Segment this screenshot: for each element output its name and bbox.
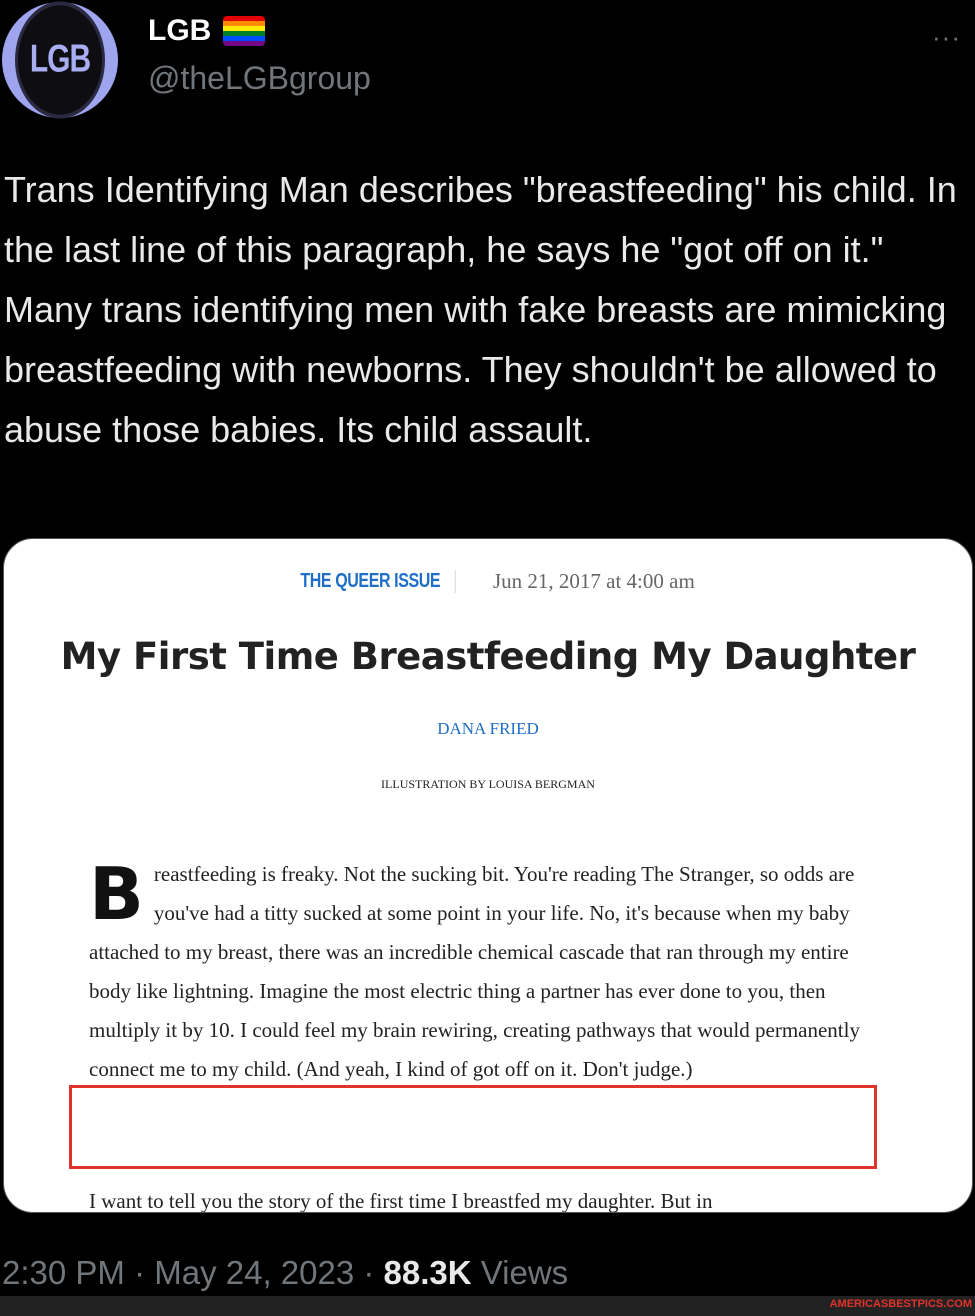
tweet-text: Trans Identifying Man describes "breastfeeding" his child. In the last line of this paragraph, he says he "got off on it." Many trans identifying men with fake breasts are mimicking breastfeeding with newborns. They shouldn't be allowed to abuse those babies. Its child assault. <box>4 169 957 450</box>
user-handle[interactable]: @theLGBgroup <box>148 60 371 96</box>
rainbow-flag-icon <box>223 16 265 46</box>
drop-cap: B <box>89 852 144 936</box>
flag-stripe <box>223 41 265 46</box>
illustration-credit: ILLUSTRATION BY LOUISA BERGMAN <box>381 777 595 791</box>
watermark-bar <box>0 1296 975 1316</box>
tweet-footer <box>2 1254 568 1292</box>
article-body <box>89 852 889 1089</box>
avatar-logo: LGB <box>15 2 105 119</box>
section-label: THE QUEER ISSUE <box>301 570 456 593</box>
article-next-line: I want to tell you the story of the first time I breastfed my daughter. But in <box>89 1189 713 1213</box>
views-label: Views <box>471 1254 569 1291</box>
article-image-card[interactable] <box>3 538 973 1213</box>
display-name-text: LGB <box>148 14 212 47</box>
watermark: AMERICASBESTPICS.COM <box>829 1298 972 1310</box>
display-name[interactable] <box>148 14 265 48</box>
article-byline: DANA FRIED <box>437 719 539 738</box>
views-count: 88.3K <box>383 1254 472 1291</box>
article-meta <box>4 569 972 594</box>
timestamp[interactable]: 2:30 PM · May 24, 2023 · <box>2 1254 384 1291</box>
more-options-icon[interactable]: ··· <box>932 22 961 52</box>
avatar[interactable] <box>2 2 118 118</box>
article-date: Jun 21, 2017 at 4:00 am <box>492 569 695 593</box>
article-paragraph: reastfeeding is freaky. Not the sucking bit. You're reading The Stranger, so odds are you've had a titty sucked at some point in your life. No, it's because when my baby attached to my breast, there was an incredible chemical cascade that ran through my entire body like lightning. Imagine the most electric thing a partner has ever done to you, then multiply it by 10. I could feel my brain rewiring, creating pathways that would permanently connect me to my child. (And yeah, I kind of got off on it. Don't judge.) <box>89 862 860 1081</box>
article-headline: My First Time Breastfeeding My Daughter <box>60 635 916 678</box>
red-highlight-box <box>69 1085 877 1169</box>
